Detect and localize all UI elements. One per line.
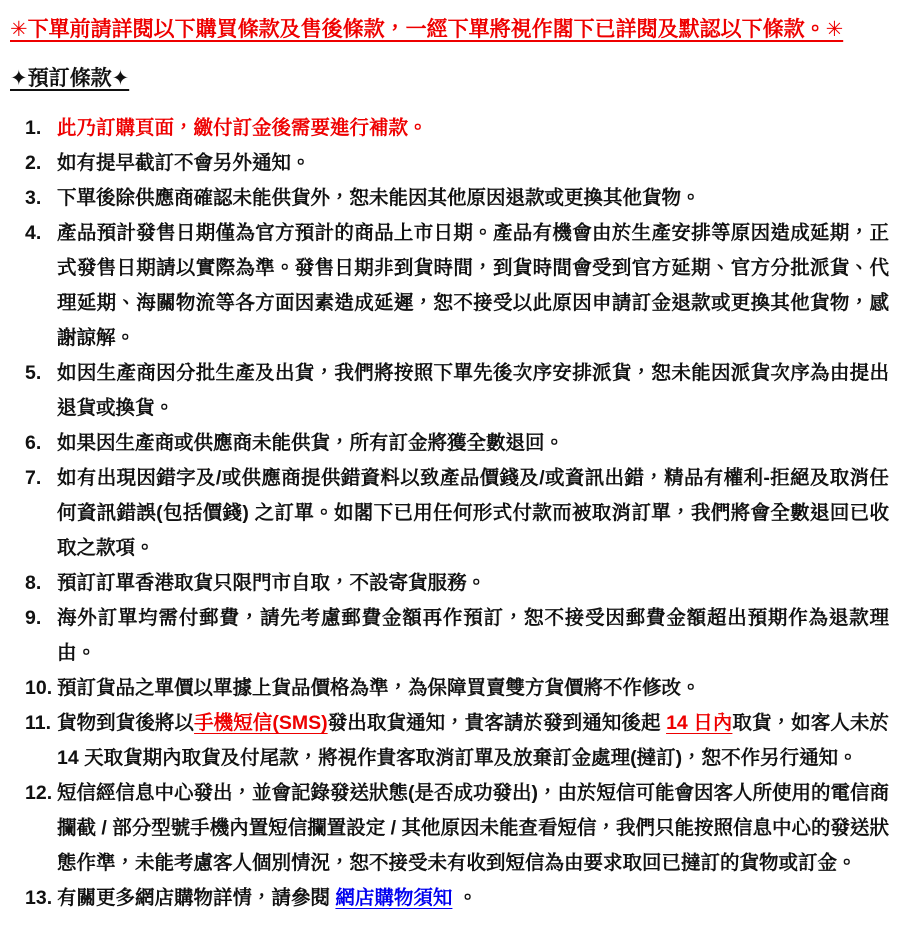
term-number: 9. — [25, 607, 42, 629]
term-item-4 — [25, 216, 889, 356]
store-shopping-guide-link[interactable]: 網店購物須知 — [335, 887, 453, 909]
term-item-12 — [25, 776, 890, 881]
term-number: 4. — [25, 222, 42, 244]
term-item-6 — [25, 426, 889, 461]
term-number: 7. — [25, 467, 42, 489]
term-text: 短信經信息中心發出，並會記錄發送狀態(是否成功發出)，由於短信可能會因客人所使用的電信商攔截 / 部分型號手機內置短信攔置設定 / 其他原因未能查看短信，我們只能按照信息中心的發送狀態作準，未能考慮客人個別情況，恕不接受未有收到短信為由要求取回已撻訂的貨物或訂金。 — [57, 782, 890, 874]
term-text: 。 — [452, 887, 478, 909]
term-number: 5. — [25, 362, 42, 384]
term-number: 1. — [25, 117, 42, 139]
term-text-highlighted: 14 日內 — [666, 712, 733, 734]
term-text: 如有出現因錯字及/或供應商提供錯資料以致產品價錢及/或資訊出錯，精品有權利-拒絕及取消任何資訊錯誤(包括價錢) 之訂單。如閣下已用任何形式付款而被取消訂單，我們將會全數退回已收取之款項。 — [57, 467, 889, 559]
terms-list — [10, 111, 889, 916]
term-item-13 — [25, 881, 889, 916]
term-number: 13. — [25, 887, 53, 909]
term-number: 10. — [25, 677, 53, 699]
term-number: 3. — [25, 187, 42, 209]
term-number: 11. — [25, 712, 52, 734]
term-text: 如因生產商因分批生產及出貨，我們將按照下單先後次序安排派貨，恕未能因派貨次序為由提出退貨或換貨。 — [57, 362, 889, 419]
term-item-7 — [25, 461, 889, 566]
term-number: 2. — [25, 152, 42, 174]
term-number: 8. — [25, 572, 42, 594]
term-item-10 — [25, 671, 889, 706]
term-text: 如果因生產商或供應商未能供貨，所有訂金將獲全數退回。 — [57, 432, 565, 454]
term-text: 海外訂單均需付郵費，請先考慮郵費金額再作預訂，恕不接受因郵費金額超出預期作為退款理由。 — [57, 607, 889, 664]
preorder-terms-heading: ✦預訂條款✦ — [10, 67, 130, 90]
term-number: 6. — [25, 432, 42, 454]
term-item-2 — [25, 146, 889, 181]
term-item-11 — [25, 706, 889, 776]
term-item-9 — [25, 601, 889, 671]
term-text: 下單後除供應商確認未能供貨外，恕未能因其他原因退款或更換其他貨物。 — [57, 187, 701, 209]
term-item-3 — [25, 181, 889, 216]
term-text: 預訂貨品之單價以單據上貨品價格為準，為保障買賣雙方貨價將不作修改。 — [57, 677, 701, 699]
term-item-5 — [25, 356, 889, 426]
term-text: 發出取貨通知，貴客請於發到通知後起 — [327, 712, 667, 734]
term-text: 貨物到貨後將以 — [57, 712, 195, 734]
term-item-1 — [25, 111, 889, 146]
term-number: 12. — [25, 782, 53, 804]
term-text: 取貨，如客人未於 14 天取貨期內取貨及付尾款，將視作貴客取消訂單及放棄訂金處理(撻訂)，恕不作另行通知。 — [57, 712, 889, 769]
purchase-notice-banner: ✳下單前請詳閱以下購買條款及售後條款，一經下單將視作閣下已詳閱及默認以下條款。✳ — [10, 18, 844, 41]
term-text: 有關更多網店購物詳情，請參閱 — [57, 887, 336, 909]
term-item-8 — [25, 566, 889, 601]
term-text: 產品預計發售日期僅為官方預計的商品上市日期。產品有機會由於生產安排等原因造成延期，正式發售日期請以實際為準。發售日期非到貨時間，到貨時間會受到官方延期、官方分批派貨、代理延期、海關物流等各方面因素造成延遲，恕不接受以此原因申請訂金退款或更換其他貨物，感謝諒解。 — [57, 222, 889, 349]
term-text-highlighted: 手機短信(SMS) — [194, 712, 328, 734]
term-text: 如有提早截訂不會另外通知。 — [57, 152, 311, 174]
term-text: 預訂訂單香港取貨只限門市自取，不設寄貨服務。 — [57, 572, 487, 594]
term-text-highlighted: 此乃訂購頁面，繳付訂金後需要進行補款。 — [57, 117, 428, 139]
